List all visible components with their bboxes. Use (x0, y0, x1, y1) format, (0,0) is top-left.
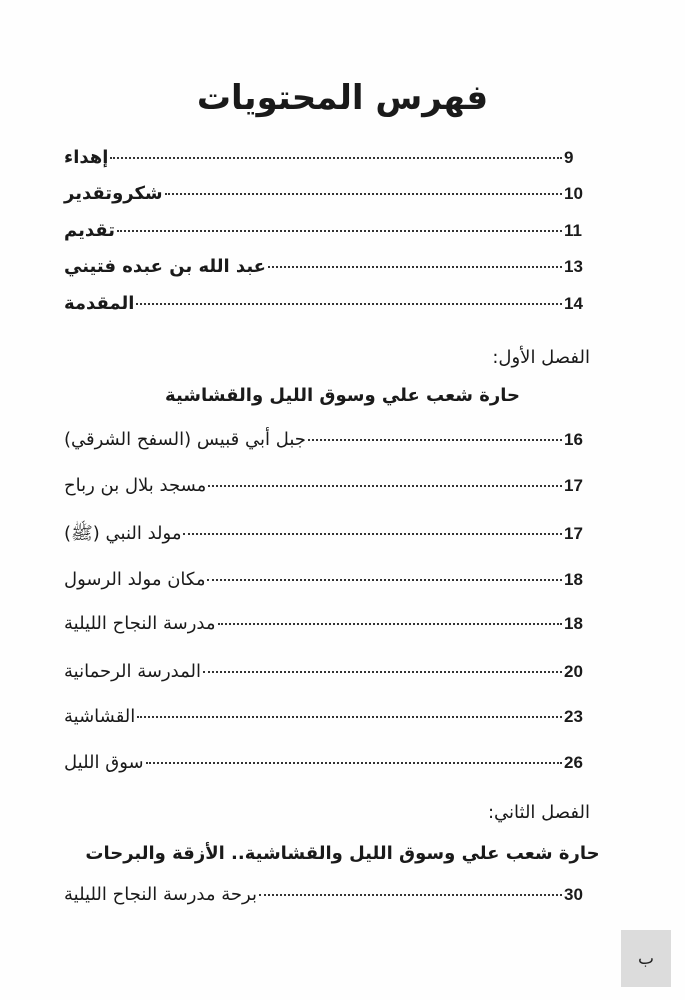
toc-entry-page: 17 (564, 524, 583, 543)
dot-leader (268, 266, 562, 268)
dot-leader (259, 894, 562, 896)
toc-entry-page: 26 (564, 753, 583, 772)
toc-entry (60, 661, 590, 691)
chapter-title: حارة شعب علي وسوق الليل والقشاشية (165, 385, 520, 406)
page-title: فهرس المحتويات (196, 78, 489, 118)
toc-entry-page: 20 (564, 662, 583, 681)
dot-leader (117, 230, 562, 232)
toc-entry (60, 293, 590, 323)
dot-leader (146, 762, 562, 764)
toc-entry-page: 13 (564, 257, 583, 276)
chapter-title: حارة شعب علي وسوق الليل والقشاشية.. الأزقة والبرحات (85, 843, 600, 864)
toc-entry-label: مدرسة النجاح الليلية (64, 613, 216, 634)
toc-entry-page: 16 (564, 430, 583, 449)
dot-leader (110, 157, 562, 159)
toc-entry-label: شكروتقدير (64, 183, 163, 204)
chapter-heading: الفصل الثاني: (487, 802, 590, 823)
toc-entry-label: سوق الليل (64, 752, 144, 773)
toc-entry-label: مسجد بلال بن رباح (64, 475, 207, 496)
toc-entry (60, 220, 590, 250)
toc-entry (60, 752, 590, 782)
dot-leader (165, 193, 562, 195)
dot-leader (218, 623, 562, 625)
dot-leader (208, 485, 562, 487)
dot-leader (183, 533, 562, 535)
toc-entry-label: عبد الله بن عبده فتيني (64, 256, 266, 277)
toc-entry-label: مولد النبي (ﷺ) (64, 523, 182, 544)
toc-entry-page: 10 (564, 184, 583, 203)
toc-entry-page: 11 (564, 221, 582, 240)
toc-entry (60, 884, 590, 914)
toc-entry (60, 256, 590, 286)
dot-leader (207, 579, 562, 581)
toc-entry (60, 183, 590, 213)
toc-entry-label: المدرسة الرحمانية (64, 661, 202, 682)
toc-entry (60, 613, 590, 643)
toc-entry (60, 147, 590, 177)
toc-entry-page: 14 (564, 294, 583, 313)
toc-entry (60, 522, 590, 552)
toc-entry-page: 9 (564, 148, 574, 167)
toc-entry-label: إهداء (64, 147, 109, 168)
toc-entry-label: القشاشية (64, 706, 136, 727)
toc-entry-label: برحة مدرسة النجاح الليلية (64, 884, 257, 905)
toc-entry-label: المقدمة (64, 293, 135, 314)
page-number-marker: ب (621, 930, 671, 987)
toc-entry-page: 17 (564, 476, 583, 495)
toc-entry (60, 475, 590, 505)
toc-entry-page: 30 (564, 885, 583, 904)
toc-entry-page: 18 (564, 570, 583, 589)
dot-leader (203, 671, 562, 673)
dot-leader (136, 303, 562, 305)
toc-entry (60, 706, 590, 736)
toc-entry-label: مكان مولد الرسول (64, 569, 206, 590)
dot-leader (137, 716, 562, 718)
dot-leader (308, 439, 562, 441)
toc-entry (60, 429, 590, 459)
toc-entry-label: جبل أبي قبيس (السفح الشرقي) (64, 429, 306, 450)
toc-entry-page: 18 (564, 614, 583, 633)
toc-entry (60, 569, 590, 599)
toc-entry-page: 23 (564, 707, 583, 726)
toc-entry-label: تقديم (64, 220, 115, 241)
chapter-heading: الفصل الأول: (492, 347, 590, 368)
